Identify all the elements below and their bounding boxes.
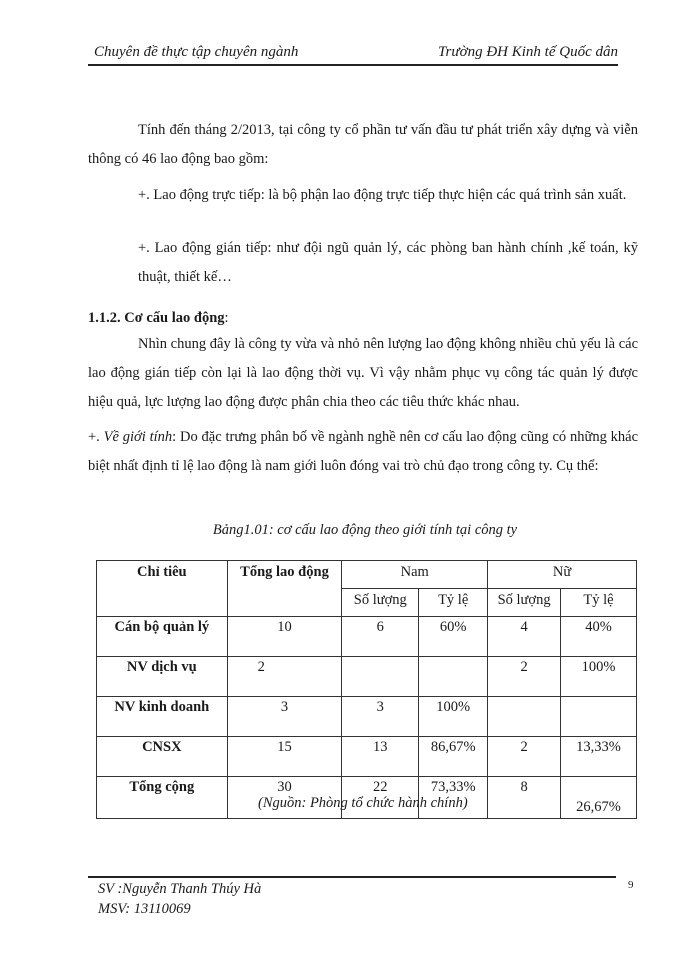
cell-total: 3 bbox=[227, 697, 342, 737]
gender-prefix: +. bbox=[88, 429, 104, 445]
header-right: Trường ĐH Kinh tế Quốc dân bbox=[438, 44, 618, 60]
gender-paragraph bbox=[88, 423, 638, 481]
cell-female-ratio bbox=[561, 697, 637, 737]
table-caption: Bảng1.01: cơ cấu lao động theo giới tính tại công ty bbox=[212, 522, 518, 538]
header-criteria: Chỉ tiêu bbox=[97, 561, 228, 617]
cell-total: 15 bbox=[227, 737, 342, 777]
header-left: Chuyên đề thực tập chuyên ngành bbox=[94, 44, 299, 60]
cell-male-ratio bbox=[419, 657, 488, 697]
page-number: 9 bbox=[628, 879, 634, 891]
table-row bbox=[97, 617, 637, 657]
header-male-ratio: Tỷ lệ bbox=[419, 589, 488, 617]
cell-male-ratio: 60% bbox=[419, 617, 488, 657]
table-row bbox=[97, 697, 637, 737]
cell-female-count: 8 bbox=[488, 777, 561, 819]
table-source: (Nguồn: Phòng tổ chức hành chính) bbox=[258, 795, 468, 811]
header-male: Nam bbox=[342, 561, 488, 589]
footer-student: SV :Nguyễn Thanh Thúy Hà bbox=[98, 881, 262, 897]
row-label: NV kinh doanh bbox=[97, 697, 228, 737]
cell-male-ratio: 100% bbox=[419, 697, 488, 737]
header-female: Nữ bbox=[488, 561, 637, 589]
bullet-direct-labor: +. Lao động trực tiếp: là bộ phận lao động trực tiếp thực hiện các quá trình sản xuất. bbox=[138, 187, 627, 203]
gender-text: : Do đặc trưng phân bố về ngành nghề nên cơ cấu lao động cũng có những khác biệt nhất định tỉ lệ lao động là nam giới luôn đóng vai trò chủ đạo trong công ty. Cụ thể: bbox=[88, 429, 639, 474]
row-label: CNSX bbox=[97, 737, 228, 777]
section-colon: : bbox=[224, 310, 229, 326]
table-row bbox=[97, 657, 637, 697]
cell-male-count: 6 bbox=[342, 617, 419, 657]
bullet-indirect-labor: +. Lao động gián tiếp: như đội ngũ quản lý, các phòng ban hành chính ,kế toán, kỹ thuật, thiết kế… bbox=[138, 240, 638, 285]
header-female-count: Số lượng bbox=[488, 589, 561, 617]
footer-msv: MSV: 13110069 bbox=[98, 901, 191, 917]
table-row bbox=[97, 737, 637, 777]
cell-male-count bbox=[342, 657, 419, 697]
header-female-ratio: Tỷ lệ bbox=[561, 589, 637, 617]
row-label: NV dịch vụ bbox=[97, 657, 228, 697]
cell-female-count: 2 bbox=[488, 737, 561, 777]
cell-female-ratio: 26,67% bbox=[561, 777, 637, 819]
section-title: 1.1.2. Cơ cấu lao động bbox=[88, 310, 225, 326]
cell-total: 30 bbox=[227, 777, 342, 819]
header-total: Tổng lao động bbox=[227, 561, 342, 617]
footer-divider bbox=[88, 876, 616, 878]
cell-female-count bbox=[488, 697, 561, 737]
cell-male-ratio: 73,33% bbox=[419, 777, 488, 819]
row-label: Tổng cộng bbox=[97, 777, 228, 819]
cell-total: 2 bbox=[227, 657, 342, 697]
cell-male-count: 3 bbox=[342, 697, 419, 737]
row-label: Cán bộ quản lý bbox=[97, 617, 228, 657]
header-divider bbox=[88, 64, 618, 66]
cell-total: 10 bbox=[227, 617, 342, 657]
structure-paragraph: Nhìn chung đây là công ty vừa và nhỏ nên lượng lao động không nhiều chủ yếu là các lao động gián tiếp còn lại là lao động thời vụ. Vì vậy nhằm phục vụ công tác quản lý được hiệu quả, lực lượng lao động được phân chia theo các tiêu thức khác nhau. bbox=[88, 336, 638, 410]
gender-emphasis: Về giới tính bbox=[103, 429, 173, 445]
cell-female-count: 4 bbox=[488, 617, 561, 657]
cell-female-ratio: 40% bbox=[561, 617, 637, 657]
cell-male-count: 22 bbox=[342, 777, 419, 819]
section-heading bbox=[88, 304, 229, 333]
cell-female-count: 2 bbox=[488, 657, 561, 697]
cell-male-count: 13 bbox=[342, 737, 419, 777]
labor-gender-table bbox=[96, 560, 637, 819]
cell-female-ratio: 13,33% bbox=[561, 737, 637, 777]
header-male-count: Số lượng bbox=[342, 589, 419, 617]
cell-male-ratio: 86,67% bbox=[419, 737, 488, 777]
intro-paragraph: Tính đến tháng 2/2013, tại công ty cổ phần tư vấn đầu tư phát triển xây dựng và viễn thông có 46 lao động bao gồm: bbox=[88, 122, 638, 167]
table-header-row bbox=[97, 561, 637, 589]
cell-female-ratio: 100% bbox=[561, 657, 637, 697]
